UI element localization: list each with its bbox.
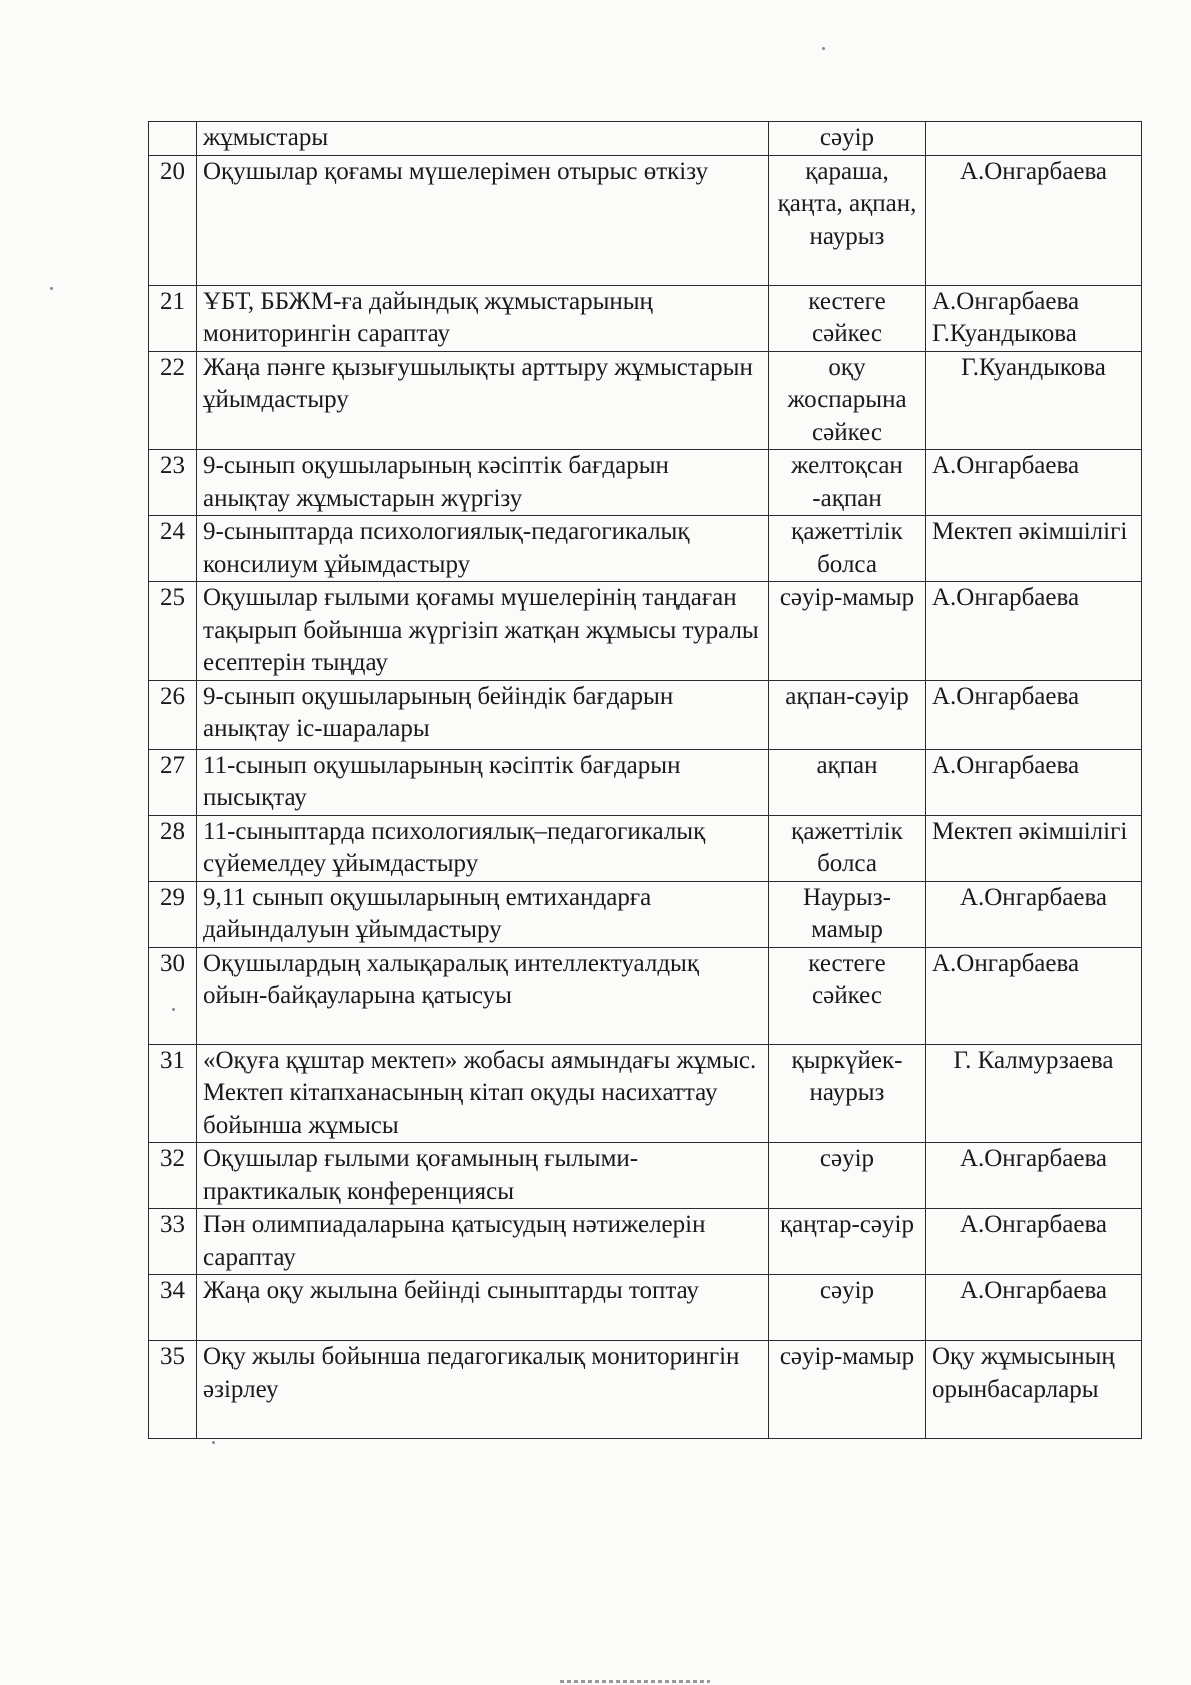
row-number: 23 bbox=[149, 450, 197, 516]
row-number: 33 bbox=[149, 1209, 197, 1275]
task-cell: 9-сынып оқушыларының кәсіптік бағдарын анықтау жұмыстарын жүргізу bbox=[197, 450, 769, 516]
responsible-cell: Мектеп әкімшілігі bbox=[926, 516, 1142, 582]
term-cell: қыркүйек-наурыз bbox=[769, 1044, 926, 1143]
responsible-cell: А.Онгарбаева bbox=[926, 582, 1142, 681]
responsible-cell bbox=[926, 122, 1142, 156]
term-cell: сәуір-мамыр bbox=[769, 582, 926, 681]
scan-speck bbox=[50, 287, 53, 290]
task-cell: 11-сыныптарда психологиялық–педагогикалық сүйемелдеу ұйымдастыру bbox=[197, 815, 769, 881]
table-row bbox=[149, 1143, 1142, 1209]
responsible-cell: Г. Калмурзаева bbox=[926, 1044, 1142, 1143]
table-row bbox=[149, 1341, 1142, 1439]
table-row bbox=[149, 155, 1142, 285]
task-cell: ҰБТ, ББЖМ-ға дайындық жұмыстарының мониторингін сараптау bbox=[197, 285, 769, 351]
table-row bbox=[149, 1209, 1142, 1275]
term-cell: кестеге сәйкес bbox=[769, 947, 926, 1044]
table-row bbox=[149, 1044, 1142, 1143]
row-number: 22 bbox=[149, 351, 197, 450]
row-number: 24 bbox=[149, 516, 197, 582]
responsible-cell: А.Онгарбаева bbox=[926, 1143, 1142, 1209]
row-number: 27 bbox=[149, 749, 197, 815]
table-row bbox=[149, 947, 1142, 1044]
term-cell: кестеге сәйкес bbox=[769, 285, 926, 351]
responsible-cell: А.Онгарбаева bbox=[926, 1275, 1142, 1341]
table-row bbox=[149, 815, 1142, 881]
scan-speck bbox=[212, 1441, 215, 1444]
task-cell: 11-сынып оқушыларының кәсіптік бағдарын пысықтау bbox=[197, 749, 769, 815]
responsible-cell: Г.Куандыкова bbox=[926, 351, 1142, 450]
row-number: 31 bbox=[149, 1044, 197, 1143]
task-cell: Жаңа пәнге қызығушылықты арттыру жұмыстарын ұйымдастыру bbox=[197, 351, 769, 450]
term-cell: желтоқсан -ақпан bbox=[769, 450, 926, 516]
row-number: 32 bbox=[149, 1143, 197, 1209]
term-cell: қажеттілік болса bbox=[769, 815, 926, 881]
term-cell: сәуір bbox=[769, 122, 926, 156]
row-number: 20 bbox=[149, 155, 197, 285]
task-cell: «Оқуға құштар мектеп» жобасы аямындағы жұмыс. Мектеп кітапханасының кітап оқуды насихаттау бойынша жұмысы bbox=[197, 1044, 769, 1143]
table-row bbox=[149, 680, 1142, 749]
work-plan-table bbox=[148, 121, 1142, 1439]
task-cell: Оқушылар ғылыми қоғамының ғылыми-практикалық конференциясы bbox=[197, 1143, 769, 1209]
row-number: 30 bbox=[149, 947, 197, 1044]
table-row bbox=[149, 582, 1142, 681]
responsible-cell: Мектеп әкімшілігі bbox=[926, 815, 1142, 881]
responsible-cell: А.Онгарбаева bbox=[926, 881, 1142, 947]
task-cell: Оқушылардың халықаралық интеллектуалдық ойын-байқауларына қатысуы bbox=[197, 947, 769, 1044]
responsible-cell: А.Онгарбаева bbox=[926, 155, 1142, 285]
row-number: 28 bbox=[149, 815, 197, 881]
table-row bbox=[149, 285, 1142, 351]
task-cell: Оқушылар ғылыми қоғамы мүшелерінің таңдаған тақырып бойынша жүргізіп жатқан жұмысы туралы есептерін тыңдау bbox=[197, 582, 769, 681]
term-cell: қараша, қаңта, ақпан, наурыз bbox=[769, 155, 926, 285]
row-number: 26 bbox=[149, 680, 197, 749]
task-cell: Оқу жылы бойынша педагогикалық мониторингін әзірлеу bbox=[197, 1341, 769, 1439]
table-row bbox=[149, 1275, 1142, 1341]
responsible-cell: А.Онгарбаева bbox=[926, 450, 1142, 516]
term-cell: сәуір bbox=[769, 1143, 926, 1209]
term-cell: қажеттілік болса bbox=[769, 516, 926, 582]
row-number: 34 bbox=[149, 1275, 197, 1341]
task-cell: Пән олимпиадаларына қатысудың нәтижелерін сараптау bbox=[197, 1209, 769, 1275]
row-number: 35 bbox=[149, 1341, 197, 1439]
term-cell: қаңтар-сәуір bbox=[769, 1209, 926, 1275]
scan-edge-artifact bbox=[560, 1680, 710, 1683]
scan-speck bbox=[822, 47, 825, 50]
table-row bbox=[149, 351, 1142, 450]
term-cell: ақпан bbox=[769, 749, 926, 815]
term-cell: сәуір bbox=[769, 1275, 926, 1341]
term-cell: оқу жоспарына сәйкес bbox=[769, 351, 926, 450]
row-number: 21 bbox=[149, 285, 197, 351]
task-cell: Оқушылар қоғамы мүшелерімен отырыс өткізу bbox=[197, 155, 769, 285]
responsible-cell: Оқу жұмысының орынбасарлары bbox=[926, 1341, 1142, 1439]
table-row bbox=[149, 749, 1142, 815]
task-cell: 9-сынып оқушыларының бейіндік бағдарын анықтау іс-шаралары bbox=[197, 680, 769, 749]
task-cell: 9,11 сынып оқушыларының емтихандарға дайындалуын ұйымдастыру bbox=[197, 881, 769, 947]
term-cell: ақпан-сәуір bbox=[769, 680, 926, 749]
responsible-cell: А.Онгарбаева bbox=[926, 749, 1142, 815]
responsible-cell: А.Онгарбаева Г.Куандыкова bbox=[926, 285, 1142, 351]
table-row bbox=[149, 450, 1142, 516]
responsible-cell: А.Онгарбаева bbox=[926, 680, 1142, 749]
table-row bbox=[149, 881, 1142, 947]
row-number: 25 bbox=[149, 582, 197, 681]
task-cell: жұмыстары bbox=[197, 122, 769, 156]
task-cell: 9-сыныптарда психологиялық-педагогикалық консилиум ұйымдастыру bbox=[197, 516, 769, 582]
responsible-cell: А.Онгарбаева bbox=[926, 947, 1142, 1044]
responsible-cell: А.Онгарбаева bbox=[926, 1209, 1142, 1275]
row-number bbox=[149, 122, 197, 156]
table-row bbox=[149, 516, 1142, 582]
term-cell: сәуір-мамыр bbox=[769, 1341, 926, 1439]
task-cell: Жаңа оқу жылына бейінді сыныптарды топтау bbox=[197, 1275, 769, 1341]
table-row bbox=[149, 122, 1142, 156]
term-cell: Наурыз-мамыр bbox=[769, 881, 926, 947]
row-number: 29 bbox=[149, 881, 197, 947]
